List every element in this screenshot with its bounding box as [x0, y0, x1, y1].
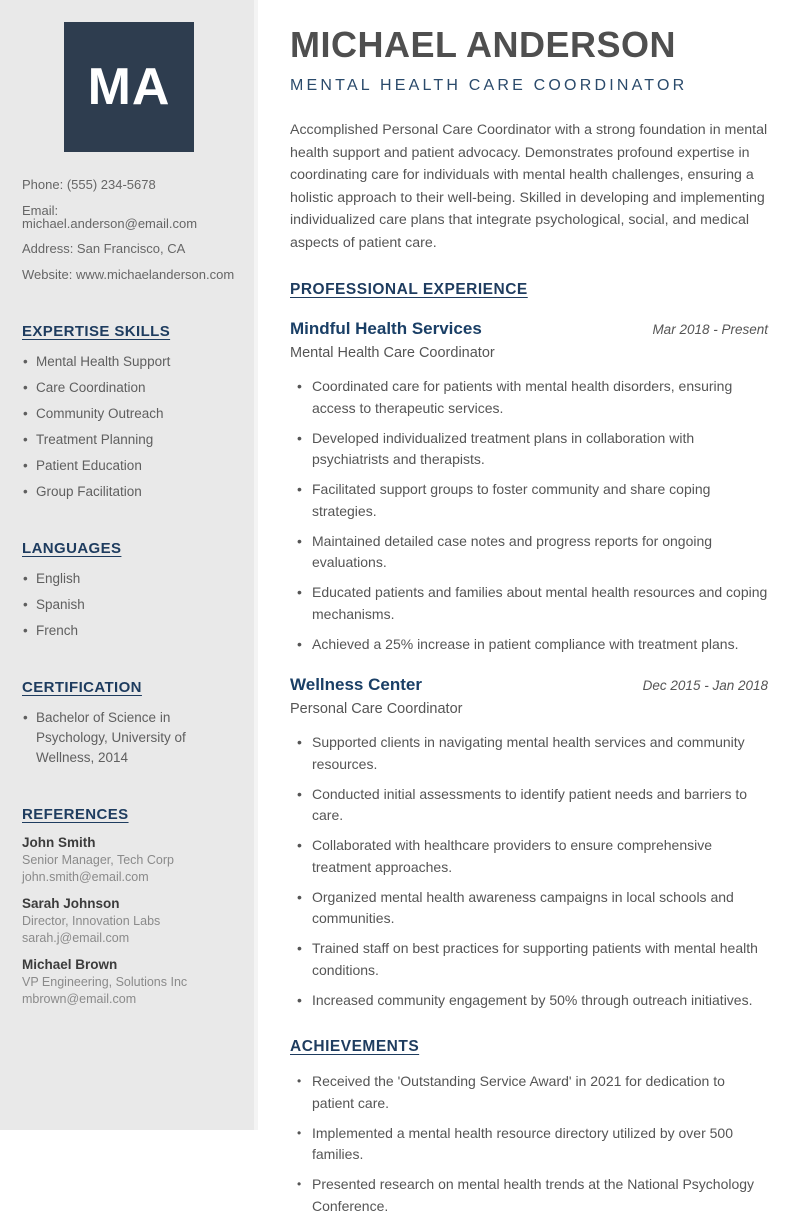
- main-content: [258, 0, 800, 1214]
- list-item: • Maintained detailed case notes and progress reports for ongoing evaluations.: [290, 531, 768, 574]
- job-role: Personal Care Coordinator: [290, 701, 463, 717]
- reference-email: mbrown@email.com: [22, 992, 137, 1006]
- list-item: • Developed individualized treatment plans in collaboration with psychiatrists and therapists.: [290, 428, 768, 471]
- reference-email: sarah.j@email.com: [22, 931, 130, 945]
- list-item: • Bachelor of Science in Psychology, University of Wellness, 2014: [22, 708, 236, 768]
- section-title-professional-experience: PROFESSIONAL EXPERIENCE: [290, 281, 528, 298]
- experience-entry: [290, 319, 768, 655]
- contact-email: Email: michael.anderson@email.com: [22, 202, 198, 231]
- list-item: • Collaborated with healthcare providers to ensure comprehensive treatment approaches.: [290, 835, 768, 878]
- job-bullet-list: [290, 376, 768, 655]
- references-list: [22, 835, 236, 1007]
- languages-list: [22, 569, 236, 641]
- job-header: [290, 675, 768, 695]
- list-item: • Increased community engagement by 50% through outreach initiatives.: [290, 990, 768, 1012]
- job-dates: Dec 2015 - Jan 2018: [642, 678, 768, 693]
- list-item: • English: [22, 569, 236, 589]
- achievements-list: [290, 1071, 768, 1217]
- list-item: • French: [22, 621, 236, 641]
- contact-info: [22, 178, 236, 281]
- list-item: • Implemented a mental health resource directory utilized by over 500 families.: [290, 1123, 768, 1166]
- list-item: • Conducted initial assessments to identify patient needs and barriers to care.: [290, 784, 768, 827]
- certification-list: [22, 708, 236, 768]
- reference-name: Michael Brown: [22, 956, 118, 972]
- monogram-logo: [64, 22, 194, 152]
- list-item: • Community Outreach: [22, 404, 236, 424]
- list-item: • Achieved a 25% increase in patient compliance with treatment plans.: [290, 634, 768, 656]
- list-item: • Coordinated care for patients with mental health disorders, ensuring access to therapeutic services.: [290, 376, 768, 419]
- logo-initials: MA: [87, 58, 171, 116]
- experience-entry: [290, 675, 768, 1011]
- contact-phone: Phone: (555) 234-5678: [22, 177, 156, 192]
- job-dates: Mar 2018 - Present: [652, 322, 768, 337]
- section-title-achievements: ACHIEVEMENTS: [290, 1038, 420, 1055]
- sidebar: [0, 0, 258, 1130]
- list-item: • Facilitated support groups to foster community and share coping strategies.: [290, 479, 768, 522]
- list-item: • Supported clients in navigating mental health services and community resources.: [290, 732, 768, 775]
- reference-role: Director, Innovation Labs: [22, 913, 161, 928]
- contact-website: Website: www.michaelanderson.com: [22, 266, 235, 282]
- list-item: • Treatment Planning: [22, 430, 236, 450]
- reference-role: Senior Manager, Tech Corp: [22, 852, 174, 867]
- job-header: [290, 319, 768, 339]
- expertise-skills-list: [22, 352, 236, 502]
- reference-entry: [22, 835, 236, 885]
- list-item: • Organized mental health awareness campaigns in local schools and communities.: [290, 887, 768, 930]
- list-item: • Educated patients and families about mental health resources and coping mechanisms.: [290, 582, 768, 625]
- job-bullet-list: [290, 732, 768, 1011]
- contact-address: Address: San Francisco, CA: [22, 241, 186, 256]
- reference-role: VP Engineering, Solutions Inc: [22, 974, 188, 989]
- reference-entry: [22, 896, 236, 946]
- reference-name: John Smith: [22, 834, 96, 850]
- job-role: Mental Health Care Coordinator: [290, 345, 495, 361]
- list-item: • Trained staff on best practices for supporting patients with mental health conditions.: [290, 938, 768, 981]
- reference-name: Sarah Johnson: [22, 895, 120, 911]
- page-title: MICHAEL ANDERSON: [290, 24, 677, 65]
- company-name: Wellness Center: [290, 675, 422, 694]
- list-item: • Group Facilitation: [22, 482, 236, 502]
- section-title-languages: LANGUAGES: [22, 539, 122, 557]
- section-title-references: REFERENCES: [22, 805, 129, 823]
- reference-email: john.smith@email.com: [22, 870, 149, 884]
- company-name: Mindful Health Services: [290, 319, 482, 338]
- list-item: • Received the 'Outstanding Service Award' in 2021 for dedication to patient care.: [290, 1071, 768, 1114]
- job-title-subtitle: MENTAL HEALTH CARE COORDINATOR: [290, 77, 688, 94]
- summary-paragraph: Accomplished Personal Care Coordinator with a strong foundation in mental health support and patient advocacy. Demonstrates profound expertise in coordinating care for individuals with mental health challenges, ensuring a holistic approach to their well-being. Skilled in developing and implementing individualized care plans that integrate psychological, social, and medical aspects of patient care.: [290, 122, 768, 251]
- list-item: • Patient Education: [22, 456, 236, 476]
- section-title-certification: CERTIFICATION: [22, 678, 142, 696]
- list-item: • Presented research on mental health trends at the National Psychology Conference.: [290, 1174, 768, 1217]
- section-title-expertise-skills: EXPERTISE SKILLS: [22, 322, 171, 340]
- reference-entry: [22, 957, 236, 1007]
- list-item: • Mental Health Support: [22, 352, 236, 372]
- list-item: • Spanish: [22, 595, 236, 615]
- list-item: • Care Coordination: [22, 378, 236, 398]
